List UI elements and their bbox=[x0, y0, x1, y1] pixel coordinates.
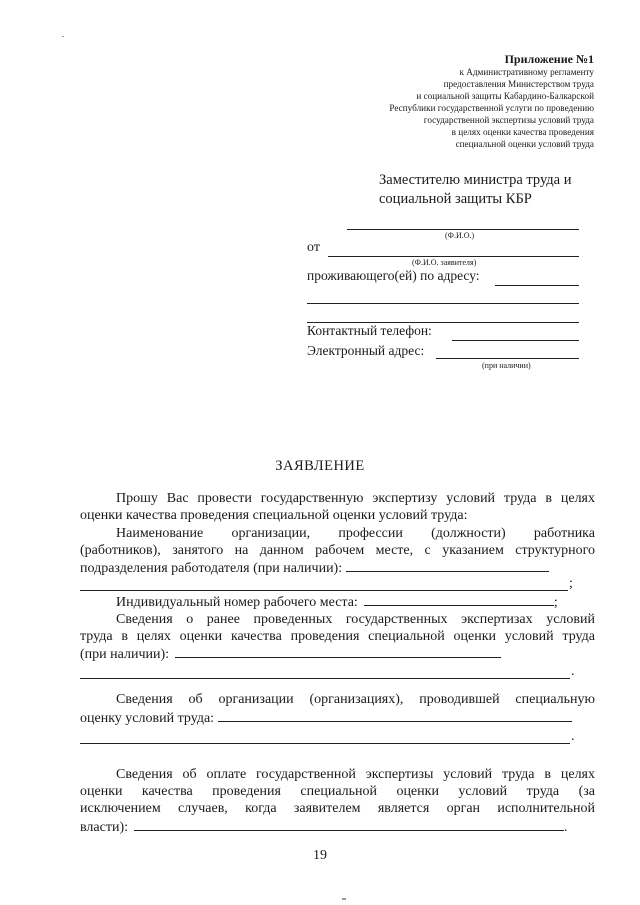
p6-line-4 bbox=[80, 818, 595, 837]
period-1: . bbox=[571, 664, 575, 679]
phone-label: Контактный телефон: bbox=[307, 323, 432, 338]
p4-line-3 bbox=[80, 645, 595, 664]
addressee-line-1: Заместителю министра труда и bbox=[379, 172, 572, 188]
email-label: Электронный адрес: bbox=[307, 343, 425, 358]
organization-underline-2 bbox=[80, 590, 568, 591]
appendix-line: к Административному регламенту bbox=[459, 67, 594, 77]
scan-speck bbox=[342, 898, 346, 900]
appendix-line: и социальной защиты Кабардино-Балкарской bbox=[416, 91, 594, 101]
address-underline-1 bbox=[495, 285, 579, 286]
p6-line-2: оценки качества проведения специальной оценки условий труда (за bbox=[80, 784, 595, 799]
addressee-line-2: социальной защиты КБР bbox=[379, 191, 532, 207]
semicolon-1: ; bbox=[569, 576, 573, 591]
p5-line-2 bbox=[80, 709, 595, 728]
payment-info-underline bbox=[134, 818, 564, 831]
phone-underline bbox=[452, 340, 579, 341]
semicolon-2: ; bbox=[553, 595, 558, 610]
p3-text: Индивидуальный номер рабочего места: bbox=[116, 595, 358, 610]
appendix-title: Приложение №1 bbox=[504, 52, 594, 66]
p6-line-3: исключением случаев, когда заявителем является орган исполнительной bbox=[80, 801, 595, 816]
appendix-line: специальной оценки условий труда bbox=[455, 139, 594, 149]
p6-line-1: Сведения об оплате государственной экспертизы условий труда в целях bbox=[116, 767, 595, 782]
appendix-line: Республики государственной услуги по проведению bbox=[389, 103, 594, 113]
applicant-underline bbox=[328, 256, 579, 257]
residing-label: проживающего(ей) по адресу: bbox=[307, 268, 480, 283]
email-underline bbox=[436, 358, 579, 359]
address-underline-2 bbox=[307, 303, 579, 304]
period-2: . bbox=[571, 729, 575, 744]
workplace-number-underline bbox=[364, 593, 554, 606]
p4-line-1: Сведения о ранее проведенных государственных экспертизах условий bbox=[116, 612, 595, 627]
scan-speck bbox=[62, 36, 64, 37]
document-title: ЗАЯВЛЕНИЕ bbox=[275, 458, 365, 474]
appendix-line: государственной экспертизы условий труда bbox=[423, 115, 594, 125]
p2-line-3-text: подразделения работодателя (при наличии): bbox=[80, 561, 343, 576]
p2-line-2: (работников), занятого на данном рабочем месте, с указанием структурного bbox=[80, 543, 595, 558]
p4-line-2: труда в целях оценки качества проведения специальной оценки условий труда bbox=[80, 629, 595, 644]
p2-line-1: Наименование организации, профессии (должности) работника bbox=[116, 526, 595, 541]
p5-line-2-text: оценку условий труда: bbox=[80, 711, 215, 726]
organization-info-underline-2 bbox=[80, 743, 570, 744]
p3-line bbox=[80, 593, 595, 612]
fio-caption: (Ф.И.О.) bbox=[445, 231, 475, 240]
p2-line-3 bbox=[80, 559, 595, 578]
previous-expertise-underline bbox=[175, 645, 501, 658]
page-number: 19 bbox=[313, 848, 327, 863]
if-any-caption: (при наличии) bbox=[482, 361, 531, 370]
appendix-line: в целях оценки качества проведения bbox=[451, 127, 594, 137]
organization-info-underline bbox=[218, 709, 572, 722]
previous-expertise-underline-2 bbox=[80, 678, 570, 679]
applicant-caption: (Ф.И.О. заявителя) bbox=[412, 258, 477, 267]
p5-line-1: Сведения об организации (организациях), проводившей специальную bbox=[116, 692, 595, 707]
fio-underline bbox=[347, 229, 579, 230]
p1-line-1: Прошу Вас провести государственную экспертизу условий труда в целях bbox=[116, 491, 595, 506]
p4-line-3-text: (при наличии): bbox=[80, 647, 170, 662]
p1-line-2: оценки качества проведения специальной оценки условий труда: bbox=[80, 508, 468, 523]
from-label: от bbox=[307, 240, 320, 255]
organization-underline bbox=[346, 559, 549, 572]
p6-line-4-text: власти): bbox=[80, 820, 129, 835]
appendix-line: предоставления Министерством труда bbox=[443, 79, 594, 89]
period-3: . bbox=[564, 820, 568, 835]
